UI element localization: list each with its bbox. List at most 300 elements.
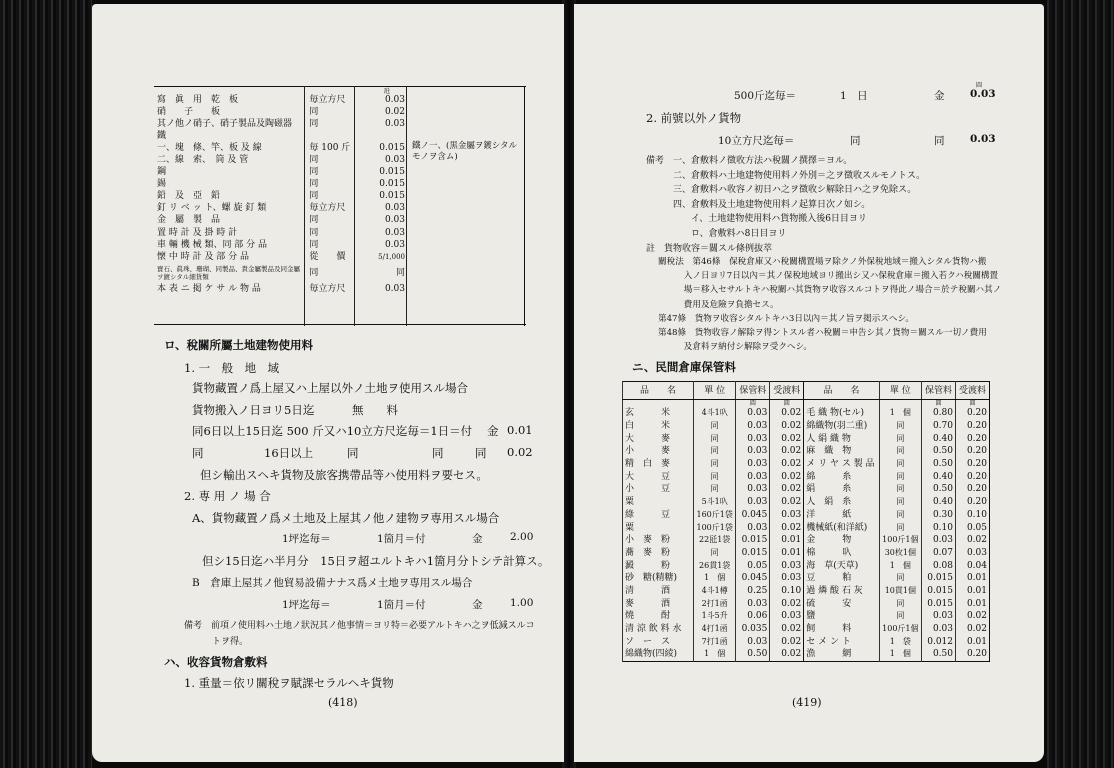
item-name: 豆 粕 (804, 572, 879, 585)
storage-fee: 0.40 (922, 470, 956, 483)
column-header: 受渡料 (956, 382, 990, 400)
r-line1c: 金 (934, 90, 945, 102)
s2a-line2b: 1箇月＝付 (377, 533, 426, 545)
law-line: 第47條 貨物ヲ收容シタルトキハ3日以內＝其ノ旨ヲ掲示スヘシ。 (658, 313, 914, 324)
item-name: ソ ー ス (623, 635, 694, 648)
item-name: 麻 織 物 (804, 445, 879, 458)
law-line: 入ノ日ヨリ7日以內＝其ノ保稅地域ヨリ搬出シ又ハ保稅倉庫＝搬入若クハ稅關構置 (658, 271, 999, 282)
item-rate: 0.03 (384, 203, 405, 214)
law-title: 註 貨物收容＝關スル條例抜萃 (646, 244, 773, 254)
storage-fee: 0.015 (736, 547, 770, 560)
storage-fee: 0.10 (922, 521, 956, 534)
storage-fee: 0.40 (922, 432, 956, 445)
storage-fee: 0.03 (736, 635, 770, 648)
item-name: 釘 リ ベ ッ ト、螺 旋 釘 類 (157, 203, 267, 214)
item-unit: 1 個 (879, 559, 922, 572)
delivery-fee: 0.20 (956, 496, 990, 509)
item-unit: 同 (693, 420, 736, 433)
item-unit: 1 個 (693, 648, 736, 661)
s2a-line3: 但シ15日迄ハ半月分 15日ヲ超ユルトキハ1箇月分トシテ計算ス。 (202, 554, 550, 568)
item-unit: 毎 100 斤 (309, 142, 351, 153)
rate-table-top-body (154, 94, 408, 295)
item-unit: 同 (879, 470, 922, 483)
delivery-fee: 0.02 (770, 420, 804, 433)
item-rate: 0.03 (384, 283, 405, 294)
column-header: 受渡料 (770, 382, 804, 400)
delivery-fee: 0.01 (770, 534, 804, 547)
item-name: 玄 米 (623, 407, 694, 420)
item-unit: 同 (879, 509, 922, 522)
delivery-fee: 0.02 (770, 521, 804, 534)
r-sec2: 2. 前號以外ノ貨物 (646, 111, 742, 125)
storage-fee: 0.045 (736, 509, 770, 522)
item-unit: 4斗1叺 (693, 407, 736, 420)
table-row (623, 623, 990, 636)
item-unit: 2打1函 (693, 597, 736, 610)
column-header: 單 位 (879, 382, 922, 400)
table-row (623, 559, 990, 572)
page-number-right: (419) (792, 696, 822, 709)
s2b-line2a: 1坪迄毎＝ (282, 599, 331, 611)
storage-fee: 0.80 (922, 407, 956, 420)
storage-fee: 0.03 (736, 496, 770, 509)
item-name: 綿 糸 (804, 470, 879, 483)
item-unit: 1 個 (879, 648, 922, 661)
storage-fee: 0.015 (922, 585, 956, 598)
delivery-fee: 0.02 (770, 635, 804, 648)
table-row (154, 154, 408, 166)
item-unit: 毎立方尺 (309, 203, 346, 214)
unit-mark: 瓩 (384, 88, 391, 95)
storage-fee: 0.015 (736, 534, 770, 547)
item-name: 澱 粉 (623, 559, 694, 572)
item-unit: 30枚1個 (879, 547, 922, 560)
table-row (154, 94, 408, 106)
s1-line4b: 16日以上 (264, 446, 314, 460)
law-line: 場＝移入セサルトキハ稅關ハ其貨物ヲ收容スルコトヲ得此ノ場合＝於テ稅關ハ其ノ (658, 285, 1002, 296)
unit-mark-cell: 圓 (770, 400, 804, 408)
storage-fee: 0.50 (922, 483, 956, 496)
section-ha-title: ハ、收容貨物倉敷料 (164, 655, 268, 669)
table-row (623, 547, 990, 560)
table-row (154, 167, 408, 179)
column-header: 品 名 (623, 382, 694, 400)
column-header: 單 位 (693, 382, 736, 400)
item-unit: 毎立方尺 (309, 94, 346, 105)
item-name: 過 燐 酸 石 灰 (804, 585, 879, 598)
note-line: イ、土地建物使用料ハ貨物搬入後6日目ヨリ (646, 214, 867, 224)
table-row (154, 263, 408, 283)
table-row (623, 585, 990, 598)
item-name: 飼 料 (804, 623, 879, 636)
item-name: 機械紙(和洋紙) (804, 521, 879, 534)
law-block (658, 255, 1001, 354)
storage-fee: 0.03 (736, 420, 770, 433)
table-row (154, 239, 408, 251)
item-name: 毛 織 物(セル) (804, 407, 879, 420)
delivery-fee: 0.10 (770, 585, 804, 598)
storage-fee: 0.03 (736, 407, 770, 420)
delivery-fee: 0.01 (956, 597, 990, 610)
table-row (154, 142, 408, 154)
item-unit: 同 (879, 445, 922, 458)
item-name: 小 麥 (623, 445, 694, 458)
item-unit: 毎立方尺 (309, 283, 346, 294)
item-rate: 0.03 (384, 215, 405, 226)
table-row (154, 179, 408, 191)
table-header-row (623, 382, 990, 400)
item-unit: 同 (309, 106, 319, 117)
s1-line2b: 無 料 (352, 403, 398, 417)
item-name: メ リ ヤ ス 製 品 (804, 458, 879, 471)
item-rate: 0.03 (384, 94, 405, 105)
storage-fee: 0.70 (922, 420, 956, 433)
s1-line3c: 0.01 (507, 423, 533, 437)
table-row (154, 227, 408, 239)
item-unit: 同 (879, 521, 922, 534)
s2b-line2b: 1箇月＝付 (377, 599, 426, 611)
item-unit: 同 (309, 179, 319, 190)
item-unit: 5斗1叺 (693, 496, 736, 509)
bikou-line1: 備考 前項ノ使用料ハ土地ノ狀況其ノ他事情＝ヨリ特＝必要アルトキハ之ヲ低減スルコ (184, 621, 535, 631)
item-unit: 同 (693, 432, 736, 445)
s2b-line2c: 金 (472, 599, 483, 611)
item-unit: 同 (693, 547, 736, 560)
storage-fee: 0.03 (736, 470, 770, 483)
s2a-line2d: 2.00 (510, 531, 534, 543)
s2a-line2a: 1坪迄毎＝ (282, 533, 331, 545)
delivery-fee: 0.03 (770, 610, 804, 623)
delivery-fee: 0.02 (770, 496, 804, 509)
delivery-fee: 0.02 (956, 534, 990, 547)
delivery-fee: 0.20 (956, 420, 990, 433)
item-unit: 同 (879, 458, 922, 471)
item-unit: 100斤1個 (879, 534, 922, 547)
item-name: 大 豆 (623, 470, 694, 483)
table-row (154, 106, 408, 118)
storage-fee: 0.03 (736, 597, 770, 610)
storage-fee: 0.50 (922, 445, 956, 458)
item-unit: 同 (309, 239, 319, 250)
storage-fee: 0.05 (736, 559, 770, 572)
unit-mark-row (623, 400, 990, 408)
r-line1a: 500斤迄毎＝ (734, 90, 797, 102)
storage-fee: 0.03 (922, 623, 956, 636)
ha-line1: 1. 重量＝依リ關稅ヲ賦課セラルヘキ貨物 (184, 676, 394, 690)
delivery-fee: 0.02 (770, 458, 804, 471)
item-rate: 5/1,000 (378, 252, 405, 261)
table-row (623, 420, 990, 433)
s1-line1: 貨物藏置ノ爲上屋又ハ上屋以外ノ土地ヲ使用スル場合 (192, 381, 468, 395)
storage-fee: 0.012 (922, 635, 956, 648)
table-row (154, 203, 408, 215)
delivery-fee: 0.20 (956, 432, 990, 445)
table-row (623, 597, 990, 610)
table-row (623, 572, 990, 585)
delivery-fee: 0.02 (956, 623, 990, 636)
item-name: 鐵 (157, 130, 167, 141)
item-name: 蕎 麥 粉 (623, 547, 694, 560)
delivery-fee: 0.02 (770, 470, 804, 483)
item-rate: 0.015 (379, 191, 405, 202)
item-name: 粟 (623, 496, 694, 509)
storage-fee: 0.07 (922, 547, 956, 560)
note-line: 二、倉敷料ハ土地建物使用料ノ外別＝之ヲ徴收スルモノトス。 (646, 170, 926, 181)
right-unit-mark: 圓 (976, 82, 983, 89)
table-row (154, 215, 408, 227)
item-unit: 1 袋 (879, 635, 922, 648)
r-line1b: 1 日 (840, 90, 868, 102)
delivery-fee: 0.02 (770, 445, 804, 458)
table-row (154, 283, 408, 295)
r-line1d: 0.03 (970, 88, 996, 100)
delivery-fee: 0.20 (956, 445, 990, 458)
item-unit: 同 (309, 118, 319, 129)
delivery-fee: 0.03 (956, 547, 990, 560)
note-line: ロ、倉敷料ハ8日目ヨリ (646, 228, 787, 239)
delivery-fee: 0.02 (956, 610, 990, 623)
delivery-fee: 0.04 (956, 559, 990, 572)
table-row (623, 483, 990, 496)
item-rate (357, 130, 408, 142)
delivery-fee: 0.02 (770, 648, 804, 661)
storage-fee: 0.30 (922, 509, 956, 522)
table-row (154, 118, 408, 130)
item-name: 人 絹 糸 (804, 496, 879, 509)
item-name: 本 表 ニ 掲 ケ サ ル 物 品 (157, 283, 261, 294)
delivery-fee: 0.02 (770, 432, 804, 445)
r-line2d: 0.03 (970, 133, 996, 145)
item-name: 海 草(天草) (804, 559, 879, 572)
item-unit: 同 (693, 445, 736, 458)
item-name: 寫 眞 用 乾 板 (157, 94, 239, 105)
item-name: 小 麥 粉 (623, 534, 694, 547)
item-name: 砂 糖(精糖) (623, 572, 694, 585)
table-row (154, 251, 408, 263)
item-name: 二、線 索、 筒 及 管 (157, 155, 249, 166)
item-unit: 1 個 (693, 572, 736, 585)
item-rate: 0.03 (384, 118, 405, 129)
right-page (574, 4, 1044, 762)
s1-line4a: 同 (192, 446, 204, 460)
storage-fee: 0.035 (736, 623, 770, 636)
item-unit: 同 (693, 483, 736, 496)
book-edge-right (1044, 0, 1114, 768)
item-name: 綠 豆 (623, 509, 694, 522)
storage-fee: 0.03 (922, 610, 956, 623)
law-line: 關稅法 第46條 保稅倉庫又ハ稅關構置場ヲ除クノ外保稅地域＝搬入シタル貨物ハ搬 (658, 257, 987, 267)
item-unit: 10貫1個 (879, 585, 922, 598)
storage-fee: 0.40 (922, 496, 956, 509)
item-unit: 160斤1袋 (693, 509, 736, 522)
table-row (623, 534, 990, 547)
item-name: 麥 酒 (623, 597, 694, 610)
table-row (623, 432, 990, 445)
s2b-line2d: 1.00 (510, 597, 534, 609)
item-name: 金 物 (804, 534, 879, 547)
item-name: 絹 糸 (804, 483, 879, 496)
item-name: 棉 叺 (804, 547, 879, 560)
item-name: 清 酒 (623, 585, 694, 598)
item-unit: 同 (309, 227, 319, 238)
item-name: 清 涼 飲 料 水 (623, 623, 694, 636)
item-name: 綿織物(羽二重) (804, 420, 879, 433)
s1-line3a: 同6日以上15日迄 500 斤又ハ10立方尺迄毎＝1日＝付 (192, 424, 473, 438)
delivery-fee: 0.01 (956, 585, 990, 598)
unit-mark-cell (623, 400, 694, 408)
table-row (623, 635, 990, 648)
item-name: 人 絹 織 物 (804, 432, 879, 445)
notes-block (646, 154, 925, 241)
law-line: 第48條 貨物收容ノ解除ヲ得ントスル者ハ稅關＝申告シ其ノ貨物＝關スル一切ノ費用 (658, 328, 987, 339)
s1-title: 1. 一 般 地 域 (184, 361, 280, 375)
storage-fee: 0.015 (922, 572, 956, 585)
s1-line4c: 同 (347, 446, 359, 460)
s2a-line2c: 金 (472, 533, 483, 545)
unit-mark-cell: 圓 (922, 400, 956, 408)
table-row (623, 407, 990, 420)
item-rate: 同 (395, 267, 405, 278)
table-row (623, 445, 990, 458)
delivery-fee: 0.01 (770, 547, 804, 560)
item-rate: 0.015 (379, 142, 405, 153)
unit-mark-cell (879, 400, 922, 408)
item-unit (306, 130, 357, 142)
item-name: 一、塊 條、竿、板 及 線 (157, 142, 262, 153)
item-unit: 26貫1袋 (693, 559, 736, 572)
item-unit: 同 (309, 215, 319, 226)
item-name: 綿織物(四綾) (623, 648, 694, 661)
unit-mark-cell: 圓 (736, 400, 770, 408)
delivery-fee: 0.03 (770, 509, 804, 522)
s1-line4e: 同 (475, 446, 487, 460)
table-row (623, 458, 990, 471)
page-number-left: (418) (328, 696, 358, 709)
note-line: 四、倉敷料及土地建物使用料ノ起算日次ノ如シ。 (646, 199, 871, 210)
s1-line2a: 貨物搬入ノ日ヨリ5日迄 (192, 403, 315, 417)
item-unit: 同 (693, 470, 736, 483)
item-unit: 100斤1個 (879, 623, 922, 636)
rate-table-top (154, 86, 526, 326)
storage-fee: 0.03 (922, 534, 956, 547)
item-name: 車 輛 機 械 類、同 部 分 品 (157, 239, 268, 250)
table-top-note: 鐵ノ一、(黒金屬ヲ鍍シタルモノヲ含ム) (412, 141, 517, 162)
item-name: 粟 (623, 521, 694, 534)
item-unit: 同 (879, 496, 922, 509)
section-ro-title: ロ、稅關所屬土地建物使用料 (164, 338, 314, 352)
s1-line4d: 同 (432, 446, 444, 460)
delivery-fee: 0.01 (956, 635, 990, 648)
item-unit: 1斗5升 (693, 610, 736, 623)
delivery-fee: 0.20 (956, 648, 990, 661)
storage-fee: 0.50 (922, 458, 956, 471)
item-name: 鋼 (157, 167, 167, 178)
delivery-fee: 0.02 (770, 623, 804, 636)
storage-fee: 0.08 (922, 559, 956, 572)
r-line2b: 同 (850, 135, 861, 147)
item-name: 錫 (157, 179, 167, 190)
storage-fee: 0.50 (736, 648, 770, 661)
column-header: 品 名 (804, 382, 879, 400)
section-ni-title: ニ、民間倉庫保管料 (632, 360, 736, 374)
item-unit: 100斤1袋 (693, 521, 736, 534)
warehouse-fee-table (622, 381, 990, 662)
item-unit: 同 (309, 267, 319, 278)
item-name: 鹽 (804, 610, 879, 623)
delivery-fee: 0.02 (770, 597, 804, 610)
s2-title: 2. 専 用 ノ 場 合 (184, 489, 271, 503)
delivery-fee: 0.05 (956, 521, 990, 534)
item-name: セ メ ン ト (804, 635, 879, 648)
item-rate: 0.03 (384, 155, 405, 166)
s1-line4f: 0.02 (507, 445, 533, 459)
item-unit: 同 (879, 432, 922, 445)
r-line2a: 10立方尺迄毎＝ (718, 135, 795, 147)
item-unit: 同 (309, 155, 319, 166)
table-row (623, 610, 990, 623)
delivery-fee: 0.20 (956, 407, 990, 420)
item-unit: 同 (309, 191, 319, 202)
storage-fee: 0.06 (736, 610, 770, 623)
item-name: 小 豆 (623, 483, 694, 496)
table-row (154, 191, 408, 203)
column-header: 保管料 (736, 382, 770, 400)
item-name: 置 時 計 及 掛 時 計 (157, 227, 238, 238)
item-name: 大 麥 (623, 432, 694, 445)
item-name: 硫 安 (804, 597, 879, 610)
storage-fee: 0.03 (736, 432, 770, 445)
item-unit: 同 (879, 483, 922, 496)
item-unit: 同 (879, 597, 922, 610)
delivery-fee: 0.03 (770, 572, 804, 585)
item-unit: 同 (309, 167, 319, 178)
delivery-fee: 0.01 (956, 572, 990, 585)
unit-mark-cell: 圓 (956, 400, 990, 408)
delivery-fee: 0.20 (956, 483, 990, 496)
item-rate: 0.03 (384, 227, 405, 238)
delivery-fee: 0.03 (770, 559, 804, 572)
left-page (92, 4, 564, 762)
storage-fee: 0.25 (736, 585, 770, 598)
item-name: 洋 紙 (804, 509, 879, 522)
item-name: 鉛 及 亞 鉛 (157, 191, 221, 202)
item-unit: 同 (693, 458, 736, 471)
note-line: 三、倉敷料ハ收容ノ初日ハ之ヲ徴收シ解除日ハ之ヲ免除ス。 (646, 185, 917, 195)
item-rate: 0.015 (379, 179, 405, 190)
unit-mark-cell (804, 400, 879, 408)
bikou-line2: トヲ得。 (212, 637, 249, 647)
item-unit: 1 個 (879, 407, 922, 420)
table-row (623, 470, 990, 483)
item-name: 其ノ他ノ硝子、硝子製品及陶磁器 (157, 118, 293, 129)
item-unit: 4斗1樽 (693, 585, 736, 598)
item-rate: 0.03 (384, 239, 405, 250)
s2b-line1: B 倉庫上屋其ノ他貿易設備ナナス爲メ土地ヲ専用スル場合 (192, 577, 473, 589)
r-line2c: 同 (934, 135, 945, 147)
storage-fee: 0.015 (922, 597, 956, 610)
item-name: 漁 網 (804, 648, 879, 661)
law-line: 及倉料ヲ納付シ解除ヲ受クヘシ。 (658, 342, 813, 353)
item-unit: 4打1函 (693, 623, 736, 636)
storage-fee: 0.03 (736, 483, 770, 496)
column-header: 保管料 (922, 382, 956, 400)
item-name: 寶石、眞珠、珊瑚、同製品、貴金屬製品及同金屬ヲ鍍シタル細貨類 (157, 265, 300, 282)
delivery-fee: 0.02 (770, 483, 804, 496)
s1-line5: 但シ輸出スヘキ貨物及旅客携帶品等ハ使用料ヲ要セス。 (200, 468, 488, 482)
s2a-line1: A、貨物藏置ノ爲メ土地及上屋其ノ他ノ建物ヲ専用スル場合 (192, 511, 500, 525)
note-line: 備考 一、倉敷料ノ徴收方法ハ稅關ノ撰擇＝ヨル。 (646, 156, 853, 166)
table-row (623, 648, 990, 661)
